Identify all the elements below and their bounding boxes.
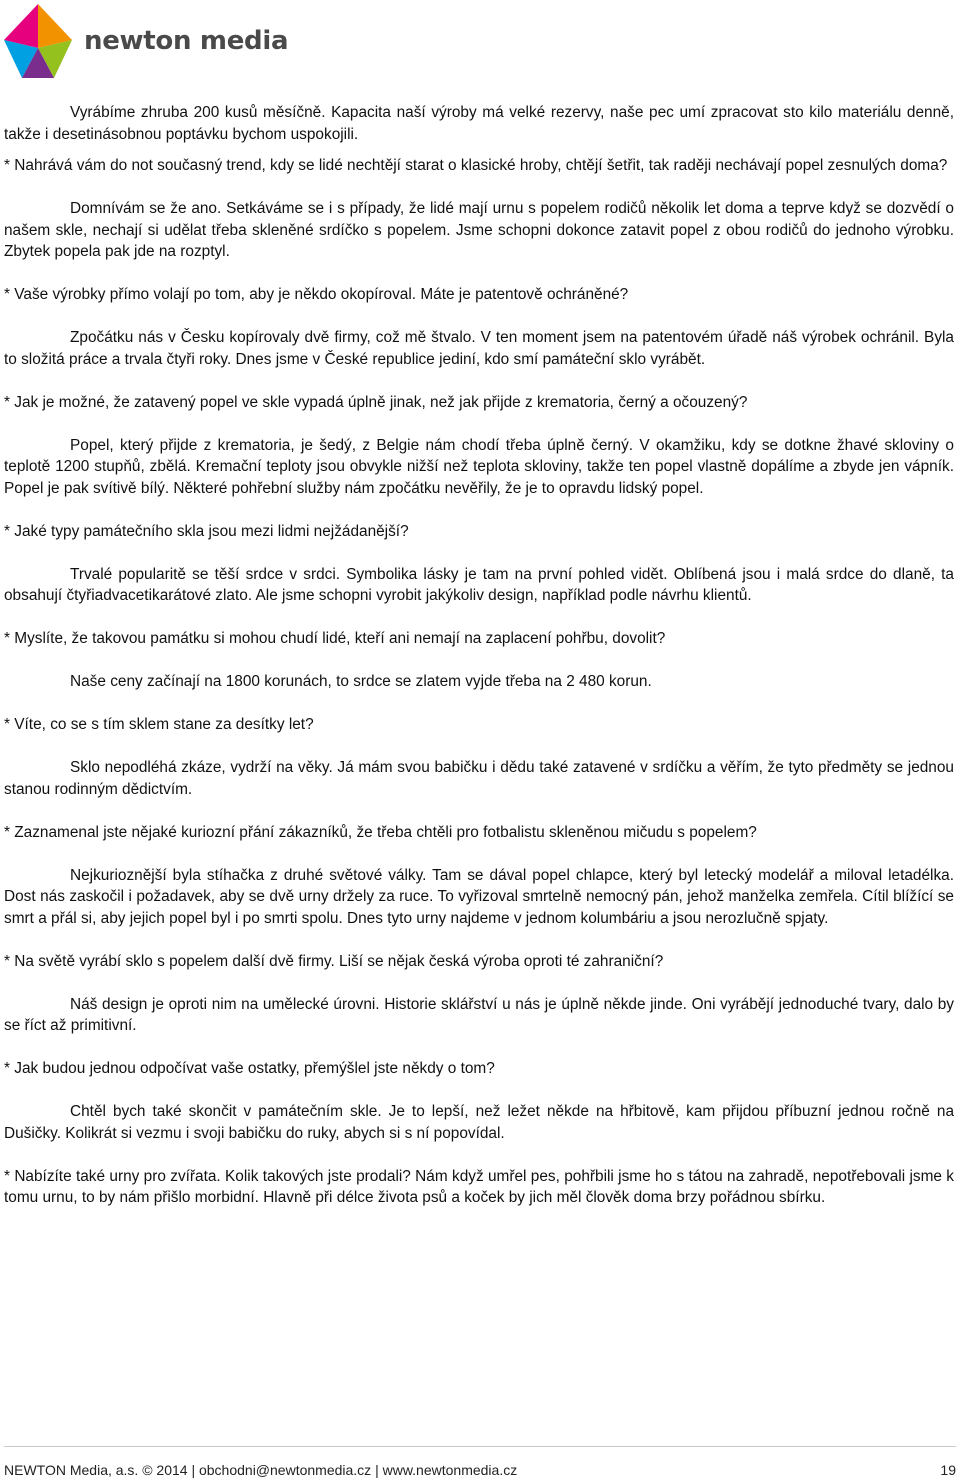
page-number: 19 <box>940 1462 956 1478</box>
page-footer <box>4 1462 956 1478</box>
interview-answer: Zpočátku nás v Česku kopírovaly dvě firmy, což mě štvalo. V ten moment jsem na patentovém úřadě náš výrobek ochránil. Byla to složitá práce a trvala čtyři roky. Dnes jsme v České republice jediní, kdo smí památeční sklo vyrábět. <box>4 329 954 368</box>
interview-answer: Popel, který přijde z krematoria, je šedý, z Belgie nám chodí třeba úplně černý. V okamžiku, kdy se dotkne žhavé skloviny o teplotě 1200 stupňů, zbělá. Kremační teploty jsou obvykle nižší než teplota skloviny, takže ten popel vlastně dopálíme a zbyde jen vápník. Popel je pak svítivě bílý. Některé pohřební služby nám zpočátku nevěřily, že je to opravdu lidský popel. <box>4 436 954 497</box>
interview-question: * Jaké typy památečního skla jsou mezi lidmi nejžádanější? <box>4 522 409 540</box>
interview-answer: Domnívám se že ano. Setkáváme se i s případy, že lidé mají urnu s popelem rodičů několik let doma a teprve když se dozvědí o našem skle, nechají si udělat třeba skleněné srdíčko s popelem. Jsme schopni dokonce zatavit popel z obou rodičů do jednoho výrobku. Zbytek popela pak jde na rozptyl. <box>4 200 954 260</box>
logo-wordmark: newton media <box>84 26 289 56</box>
interview-question: * Na světě vyrábí sklo s popelem další dvě firmy. Liší se nějak česká výroba oproti té zahraniční? <box>4 952 664 970</box>
interview-answer: Sklo nepodléhá zkáze, vydrží na věky. Já mám svou babičku i dědu také zatavené v srdíčku a věřím, že tyto předměty se jednou stanou rodinným dědictvím. <box>4 759 954 798</box>
interview-answer: Trvalé popularitě se těší srdce v srdci. Symbolika lásky je tam na první pohled vidět. Oblíbená jsou i malá srdce do dlaně, ta obsahují čtyřiadvacetikarátové zlato. Ale jsme schopni vyrobit jakýkoliv design, například podle návrhu klientů. <box>4 565 954 604</box>
interview-answer: Nejkurioznější byla stíhačka z druhé světové války. Tam se dával popel chlapce, který byl letecký modelář a miloval letadélka. Dost nás zaskočil i požadavek, aby se dvě urny držely za ruce. To vyřizoval smrtelně nemocný pán, jehož manželka zemřela. Cítil blížící se smrt a přál si, aby jejich popel byl i po smrti spolu. Dnes tyto urny najdeme v jednom kolumbáriu a jsou nerozlučně spjaty. <box>4 866 954 927</box>
interview-question: * Nabízíte také urny pro zvířata. Kolik takových jste prodali? Nám když umřel pes, pohřbili jsme ho s tátou na zahradě, nepotřebovali jsme k tomu urnu, to by nám přišlo morbidní. Hlavně při délce života psů a koček by jich měl člověk doma brzy pořádnou sbírku. <box>4 1167 954 1206</box>
footer-text: NEWTON Media, a.s. © 2014 | obchodni@newtonmedia.cz | www.newtonmedia.cz <box>4 1462 518 1478</box>
interview-answer: Chtěl bych také skončit v památečním skle. Je to lepší, než ležet někde na hřbitově, kam přijdou příbuzní jednou ročně na Dušičky. Kolikrát si vezmu i svoji babičku do ruky, abych si s ní popovídal. <box>4 1103 954 1142</box>
interview-question: * Jak je možné, že zatavený popel ve skle vypadá úplně jinak, než jak přijde z krematoria, černý a očouzený? <box>4 393 748 411</box>
interview-question: * Jak budou jednou odpočívat vaše ostatky, přemýšlel jste někdy o tom? <box>4 1060 495 1077</box>
interview-question: * Nahrává vám do not současný trend, kdy se lidé nechtějí starat o klasické hroby, chtějí šetřit, tak raději nechávají popel zesnulých doma? <box>4 157 948 174</box>
interview-question: * Vaše výrobky přímo volají po tom, aby je někdo okopíroval. Máte je patentově ochráněné? <box>4 286 629 303</box>
interview-question: * Myslíte, že takovou památku si mohou chudí lidé, kteří ani nemají na zaplacení pohřbu, dovolit? <box>4 630 666 647</box>
interview-question: * Zaznamenal jste nějaké kuriozní přání zákazníků, že třeba chtěli pro fotbalistu skleněnou mičudu s popelem? <box>4 823 757 841</box>
interview-answer: Vyrábíme zhruba 200 kusů měsíčně. Kapacita naší výroby má velké rezervy, naše pec umí zpracovat sto kilo materiálu denně, takže i desetinásobnou poptávku bychom uspokojili. <box>4 104 954 143</box>
footer-divider <box>4 1446 956 1447</box>
newton-media-logo <box>4 4 289 78</box>
interview-question: * Víte, co se s tím sklem stane za desítky let? <box>4 716 314 733</box>
article-body <box>4 102 954 1230</box>
interview-answer: Naše ceny začínají na 1800 korunách, to srdce se zlatem vyjde třeba na 2 480 korun. <box>70 673 652 690</box>
interview-answer: Náš design je oproti nim na umělecké úrovni. Historie sklářství u nás je úplně někde jinde. Oni vyrábějí jednoduché tvary, dalo by se říct až primitivní. <box>4 995 954 1034</box>
logo-mark-icon <box>4 4 74 78</box>
